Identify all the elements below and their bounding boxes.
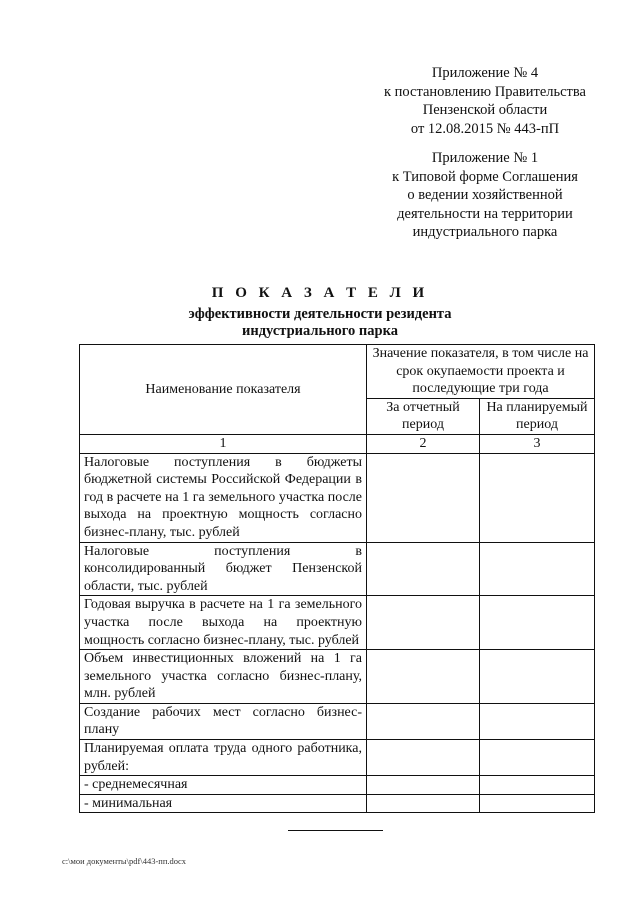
file-path-footer: c:\мои документы\pdf\443-пп.docx — [62, 856, 187, 866]
indicator-job-creation: Создание рабочих мест согласно бизнес-плану — [80, 703, 367, 739]
header-indicator-value: Значение показателя, в том числе на срок окупаемости проекта и последующие три года — [367, 345, 595, 399]
appendix-4-line: Пензенской области — [422, 102, 548, 118]
value-cell — [367, 740, 480, 776]
appendix-4-block — [360, 64, 610, 138]
indicator-planned-salary: Планируемая оплата труда одного работника, рублей: — [80, 740, 367, 776]
appendix-1-line: к Типовой форме Соглашения — [392, 168, 578, 185]
value-cell — [480, 703, 595, 739]
value-cell — [480, 596, 595, 650]
indicator-annual-revenue: Годовая выручка в расчете на 1 га земельного участка после выхода на проектную мощность согласно бизнес-плану, тыс. рублей — [80, 596, 367, 650]
appendix-1-line: деятельности на территории — [397, 205, 573, 222]
value-cell — [367, 542, 480, 596]
appendix-1-line: о ведении хозяйственной — [407, 187, 563, 203]
indicator-tax-revenue-regional: Налоговые поступления в консолидированный бюджет Пензенской области, тыс. рублей — [80, 542, 367, 596]
header-reporting-period: За отчетный период — [367, 398, 480, 434]
header-indicator-name: Наименование показателя — [80, 345, 367, 435]
indicator-salary-minimum: - минимальная — [80, 794, 367, 813]
value-cell — [480, 794, 595, 813]
column-number: 1 — [80, 434, 367, 453]
value-cell — [367, 596, 480, 650]
value-cell — [480, 453, 595, 542]
footer-divider — [288, 830, 383, 831]
value-cell — [480, 650, 595, 704]
document-subtitle: индустриального парка — [242, 323, 398, 339]
column-number: 2 — [367, 434, 480, 453]
appendix-4-line: от 12.08.2015 № 443-пП — [410, 120, 560, 137]
value-cell — [480, 740, 595, 776]
value-cell — [367, 794, 480, 813]
document-title: П О К А З А Т Е Л И — [211, 285, 429, 301]
document-subtitle: эффективности деятельности резидента — [188, 306, 452, 322]
appendix-1-line: индустриального парка — [412, 224, 558, 240]
indicators-table — [79, 344, 595, 813]
appendix-4-line: к постановлению Правительства — [384, 83, 586, 100]
appendix-1-line: Приложение № 1 — [431, 150, 539, 166]
appendix-1-block — [360, 149, 610, 242]
value-cell — [367, 453, 480, 542]
header-planned-period: На планируемый период — [480, 398, 595, 434]
value-cell — [367, 776, 480, 795]
value-cell — [480, 542, 595, 596]
indicator-tax-revenue-federal: Налоговые поступления в бюджеты бюджетной системы Российской Федерации в год в расчете на 1 га земельного участка после выхода на проектную мощность согласно бизнес-плану, тыс. рублей — [80, 453, 367, 542]
indicator-investment-volume: Объем инвестиционных вложений на 1 га земельного участка согласно бизнес-плану, млн. рублей — [80, 650, 367, 704]
value-cell — [367, 650, 480, 704]
column-number: 3 — [480, 434, 595, 453]
appendix-4-line: Приложение № 4 — [431, 65, 539, 81]
value-cell — [367, 703, 480, 739]
value-cell — [480, 776, 595, 795]
indicator-salary-average-monthly: - среднемесячная — [80, 776, 367, 795]
